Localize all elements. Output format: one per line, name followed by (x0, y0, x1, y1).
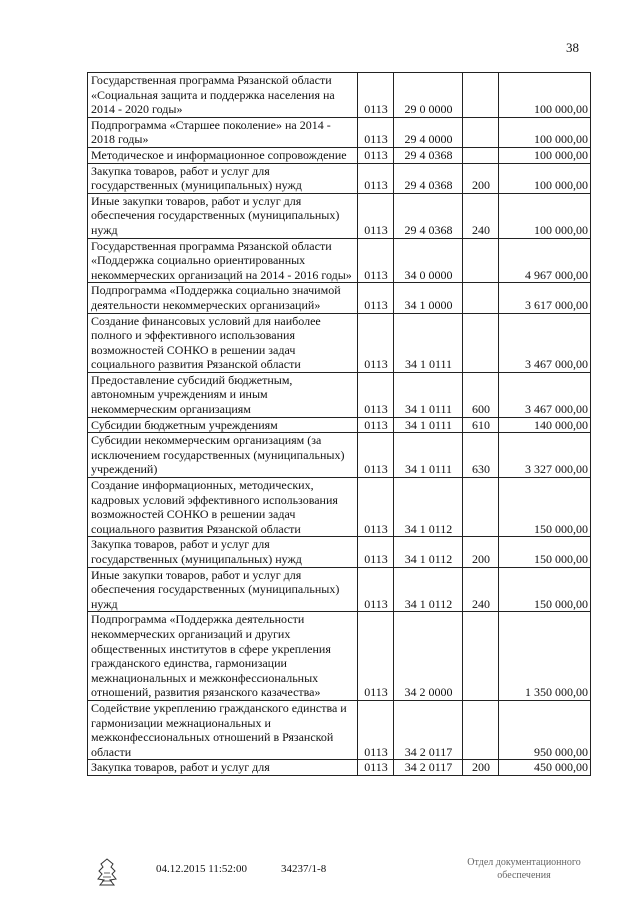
row-section-cell: 0113 (358, 117, 394, 147)
row-target-cell: 34 2 0000 (394, 612, 463, 701)
table-row (88, 193, 591, 238)
row-target-cell: 34 2 0117 (394, 700, 463, 759)
row-name-cell: Закупка товаров, работ и услуг для государственных (муниципальных) нужд (88, 163, 358, 193)
row-expense-type-cell (463, 478, 499, 537)
row-name-cell: Подпрограмма «Старшее поколение» на 2014 - 2018 годы» (88, 117, 358, 147)
row-target-cell: 34 1 0111 (394, 417, 463, 433)
row-expense-type-cell: 630 (463, 433, 499, 478)
row-name-cell: Подпрограмма «Поддержка деятельности некоммерческих организаций и других общественных институтов в сфере укрепления гражданского единства, гармонизации межнациональных и межконфессиональных отношений, развития рязанского казачества» (88, 612, 358, 701)
table-row (88, 700, 591, 759)
row-expense-type-cell: 200 (463, 537, 499, 567)
row-section-cell: 0113 (358, 567, 394, 612)
row-name-cell: Предоставление субсидий бюджетным, автономным учреждениям и иным некоммерческим организациям (88, 372, 358, 417)
table-row (88, 238, 591, 283)
row-section-cell: 0113 (358, 433, 394, 478)
row-target-cell: 29 4 0000 (394, 117, 463, 147)
table-row (88, 283, 591, 313)
row-section-cell: 0113 (358, 283, 394, 313)
row-target-cell: 34 1 0000 (394, 283, 463, 313)
row-amount-cell: 4 967 000,00 (499, 238, 591, 283)
row-target-cell: 34 2 0117 (394, 760, 463, 776)
row-section-cell: 0113 (358, 537, 394, 567)
row-amount-cell: 150 000,00 (499, 478, 591, 537)
row-expense-type-cell (463, 283, 499, 313)
row-amount-cell: 100 000,00 (499, 163, 591, 193)
row-target-cell: 34 0 0000 (394, 238, 463, 283)
row-target-cell: 29 4 0368 (394, 163, 463, 193)
row-name-cell: Подпрограмма «Поддержка социально значимой деятельности некоммерческих организаций» (88, 283, 358, 313)
row-section-cell: 0113 (358, 372, 394, 417)
table-row (88, 478, 591, 537)
row-section-cell: 0113 (358, 193, 394, 238)
row-name-cell: Государственная программа Рязанской области «Социальная защита и поддержка населения на 2014 - 2020 годы» (88, 73, 358, 118)
budget-table-body (88, 73, 591, 776)
row-amount-cell: 100 000,00 (499, 193, 591, 238)
row-target-cell: 29 0 0000 (394, 73, 463, 118)
table-row (88, 117, 591, 147)
page-number: 38 (566, 40, 579, 55)
row-expense-type-cell (463, 73, 499, 118)
row-expense-type-cell: 240 (463, 567, 499, 612)
row-amount-cell: 450 000,00 (499, 760, 591, 776)
row-name-cell: Методическое и информационное сопровождение (88, 147, 358, 163)
row-section-cell: 0113 (358, 760, 394, 776)
table-row (88, 433, 591, 478)
row-target-cell: 34 1 0111 (394, 313, 463, 372)
row-expense-type-cell: 600 (463, 372, 499, 417)
row-expense-type-cell (463, 612, 499, 701)
budget-table (87, 72, 591, 776)
row-section-cell: 0113 (358, 700, 394, 759)
coat-of-arms-icon (92, 858, 122, 888)
row-expense-type-cell: 610 (463, 417, 499, 433)
row-amount-cell: 3 327 000,00 (499, 433, 591, 478)
row-name-cell: Иные закупки товаров, работ и услуг для обеспечения государственных (муниципальных) нужд (88, 193, 358, 238)
row-amount-cell: 1 350 000,00 (499, 612, 591, 701)
row-target-cell: 34 1 0111 (394, 372, 463, 417)
table-row (88, 372, 591, 417)
row-amount-cell: 100 000,00 (499, 147, 591, 163)
table-row (88, 163, 591, 193)
table-row (88, 313, 591, 372)
row-amount-cell: 100 000,00 (499, 117, 591, 147)
row-target-cell: 34 1 0112 (394, 478, 463, 537)
row-name-cell: Создание финансовых условий для наиболее полного и эффективного использования возможностей СОНКО в решении задач социального развития Рязанской области (88, 313, 358, 372)
row-name-cell: Закупка товаров, работ и услуг для государственных (муниципальных) нужд (88, 537, 358, 567)
row-section-cell: 0113 (358, 238, 394, 283)
table-row (88, 417, 591, 433)
row-amount-cell: 3 467 000,00 (499, 313, 591, 372)
row-expense-type-cell (463, 238, 499, 283)
row-section-cell: 0113 (358, 313, 394, 372)
row-amount-cell: 150 000,00 (499, 567, 591, 612)
row-target-cell: 29 4 0368 (394, 193, 463, 238)
row-section-cell: 0113 (358, 417, 394, 433)
row-expense-type-cell (463, 147, 499, 163)
row-expense-type-cell: 200 (463, 163, 499, 193)
row-name-cell: Иные закупки товаров, работ и услуг для обеспечения государственных (муниципальных) нужд (88, 567, 358, 612)
row-section-cell: 0113 (358, 612, 394, 701)
row-section-cell: 0113 (358, 478, 394, 537)
table-row (88, 73, 591, 118)
table-row (88, 147, 591, 163)
row-section-cell: 0113 (358, 147, 394, 163)
table-row (88, 537, 591, 567)
footer-reg-number: 34237/1-8 (281, 863, 327, 875)
row-target-cell: 34 1 0111 (394, 433, 463, 478)
row-name-cell: Содействие укреплению гражданского единства и гармонизации межнациональных и межконфессиональных отношений в Рязанской области (88, 700, 358, 759)
row-amount-cell: 950 000,00 (499, 700, 591, 759)
row-name-cell: Субсидии некоммерческим организациям (за исключением государственных (муниципальных) учреждений) (88, 433, 358, 478)
row-amount-cell: 150 000,00 (499, 537, 591, 567)
footer (0, 848, 640, 898)
row-amount-cell: 100 000,00 (499, 73, 591, 118)
row-name-cell: Создание информационных, методических, кадровых условий эффективного использования возможностей СОНКО в решении задач социального развития Рязанской области (88, 478, 358, 537)
row-name-cell: Государственная программа Рязанской области «Поддержка социально ориентированных некоммерческих организаций на 2014 - 2016 годы» (88, 238, 358, 283)
row-expense-type-cell (463, 313, 499, 372)
row-amount-cell: 3 467 000,00 (499, 372, 591, 417)
row-name-cell: Закупка товаров, работ и услуг для (88, 760, 358, 776)
row-expense-type-cell: 240 (463, 193, 499, 238)
table-row (88, 612, 591, 701)
row-expense-type-cell (463, 700, 499, 759)
row-section-cell: 0113 (358, 73, 394, 118)
table-row (88, 760, 591, 776)
row-expense-type-cell (463, 117, 499, 147)
row-target-cell: 34 1 0112 (394, 567, 463, 612)
row-name-cell: Субсидии бюджетным учреждениям (88, 417, 358, 433)
row-target-cell: 34 1 0112 (394, 537, 463, 567)
row-expense-type-cell: 200 (463, 760, 499, 776)
row-amount-cell: 3 617 000,00 (499, 283, 591, 313)
footer-department-stamp: Отдел документационного обеспечения (467, 857, 581, 881)
footer-datetime: 04.12.2015 11:52:00 (156, 863, 247, 875)
table-row (88, 567, 591, 612)
row-target-cell: 29 4 0368 (394, 147, 463, 163)
row-section-cell: 0113 (358, 163, 394, 193)
row-amount-cell: 140 000,00 (499, 417, 591, 433)
